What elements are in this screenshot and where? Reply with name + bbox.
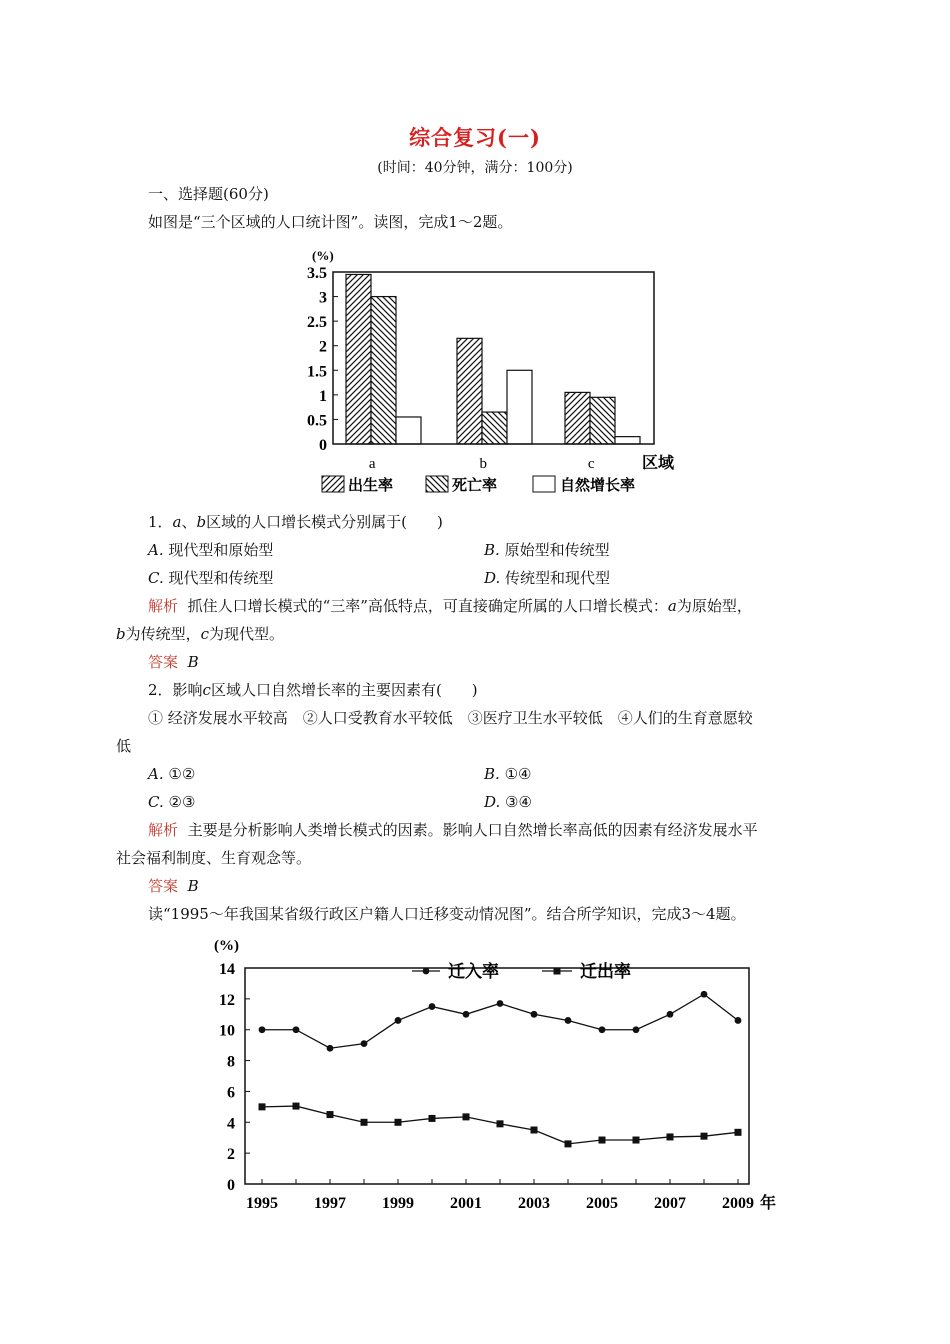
q2-analysis-line1: [148, 820, 758, 840]
q1-option-d[interactable]: [484, 568, 610, 588]
q2-analysis-label: 解析: [148, 821, 179, 839]
chart1-y-tick-label: 2: [319, 338, 327, 356]
chart2-y-tick-label: 2: [227, 1146, 235, 1164]
q2-items-line1: ① 经济发展水平较高 ②人口受教育水平较低 ③医疗卫生水平较低 ④人们的生育意愿较: [148, 709, 753, 727]
chart2-point-in-migration: [599, 1026, 606, 1033]
chart2-point-out-migration: [259, 1103, 266, 1110]
chart2-y-tick-label: 4: [227, 1115, 235, 1133]
page-title: 综合复习(一): [409, 125, 541, 150]
legend-label-out-migration: 迁出率: [580, 962, 631, 981]
q2-option-a-letter: A.: [148, 765, 164, 783]
chart1-bar-a-1: [371, 297, 396, 444]
chart2-point-out-migration: [701, 1133, 708, 1140]
q2-analysis-line2: 社会福利制度、生育观念等。: [116, 849, 312, 867]
chart2-point-in-migration: [701, 991, 708, 998]
chart2-point-out-migration: [531, 1127, 538, 1134]
q1-answer-label: 答案: [148, 653, 179, 671]
chart2-y-tick-label: 0: [227, 1177, 235, 1194]
legend-marker-out-migration: [554, 968, 561, 975]
chart2-x-tick-label: 1997: [314, 1195, 346, 1212]
chart1-bar-c-0: [565, 392, 590, 444]
chart2-point-out-migration: [735, 1129, 742, 1136]
q2-option-b-text: ①④: [504, 765, 532, 783]
chart2-point-out-migration: [565, 1140, 572, 1147]
q1-option-d-text: 传统型和现代型: [505, 569, 611, 587]
chart1-x-tick-label: a: [368, 456, 376, 472]
chart1-y-tick-label: 1: [319, 387, 327, 405]
chart1-bar-b-2: [507, 370, 532, 444]
population-bar-chart: [290, 240, 710, 500]
q1-stem-text: 区域的人口增长模式分别属于( ): [206, 513, 443, 531]
chart1-y-tick-label: 3: [319, 289, 327, 307]
chart1-y-tick-label: 0: [319, 437, 327, 454]
chart2-year-suffix: 年: [760, 1195, 777, 1212]
q2-stem-prefix: 2．影响: [148, 681, 203, 699]
chart2-point-in-migration: [361, 1040, 368, 1047]
q1-analysis-text-4: 为现代型。: [209, 625, 285, 643]
q1-answer-value: B: [187, 653, 199, 671]
migration-line-chart: [200, 930, 780, 1220]
section-heading: 一、选择题(60分): [148, 185, 269, 203]
q1-option-b-text: 原始型和传统型: [504, 541, 610, 559]
q1-region-a: a: [172, 513, 182, 531]
legend-label-birth-rate: 出生率: [348, 478, 394, 494]
chart1-y-tick-label: 2.5: [307, 314, 327, 332]
chart2-point-out-migration: [463, 1113, 470, 1120]
intro-questions-3-4: 读“1995～年我国某省级行政区户籍人口迁移变动情况图”。结合所学知识，完成3～4题。: [148, 905, 746, 923]
chart2-point-out-migration: [293, 1103, 300, 1110]
chart2-y-tick-label: 14: [219, 961, 235, 978]
chart1-bar-c-1: [590, 397, 615, 444]
chart2-x-tick-label: 2001: [450, 1195, 482, 1212]
q1-analysis-line1: [148, 596, 752, 616]
q2-region-c: c: [202, 681, 211, 699]
chart1-unit-label: (%): [312, 248, 334, 263]
q2-items-line2: 低: [116, 737, 132, 755]
chart2-point-in-migration: [259, 1026, 266, 1033]
q2-answer-value: B: [187, 877, 199, 895]
chart2-x-tick-label: 2003: [518, 1195, 550, 1212]
chart2-point-out-migration: [667, 1133, 674, 1140]
q1-option-d-letter: D.: [484, 569, 501, 587]
page-subtitle: (时间：40分钟，满分：100分): [377, 160, 573, 176]
chart2-y-tick-label: 8: [227, 1053, 235, 1071]
chart2-point-out-migration: [361, 1119, 368, 1126]
chart1-bar-b-0: [457, 338, 482, 444]
q1-option-b-letter: B.: [484, 541, 500, 559]
legend-label-in-migration: 迁入率: [448, 962, 499, 981]
question-1-stem: [148, 512, 443, 532]
q1-option-c[interactable]: [148, 568, 274, 588]
q1-analysis-text-3: 为传统型，: [125, 625, 201, 643]
chart2-point-in-migration: [395, 1017, 402, 1024]
chart2-point-in-migration: [463, 1011, 470, 1018]
legend-swatch-birth-rate: [322, 476, 344, 492]
chart2-point-in-migration: [429, 1003, 436, 1010]
chart2-point-in-migration: [327, 1045, 334, 1052]
q2-option-d[interactable]: [484, 792, 532, 812]
q2-option-d-text: ③④: [505, 793, 532, 811]
q1-analysis-region-b: b: [116, 625, 126, 643]
question-2-stem: [148, 680, 478, 700]
chart1-y-tick-label: 3.5: [307, 265, 327, 282]
q1-number: 1．: [148, 513, 173, 531]
chart2-point-in-migration: [735, 1017, 742, 1024]
q1-region-b: b: [196, 513, 207, 531]
chart1-bar-b-1: [482, 412, 507, 444]
chart2-point-in-migration: [293, 1026, 300, 1033]
q2-option-d-letter: D.: [484, 793, 501, 811]
q1-analysis-region-a: a: [667, 597, 677, 615]
q1-separator: 、: [181, 513, 197, 531]
q2-stem-text: 区域人口自然增长率的主要因素有( ): [210, 681, 478, 699]
chart2-point-out-migration: [395, 1119, 402, 1126]
chart2-point-out-migration: [429, 1115, 436, 1122]
chart1-bar-a-0: [346, 274, 371, 444]
q2-analysis-text-1: 主要是分析影响人类增长模式的因素。影响人口自然增长率高低的因素有经济发展水平: [187, 821, 758, 839]
chart2-unit-label: (%): [214, 938, 239, 954]
q1-option-a-letter: A.: [148, 541, 164, 559]
chart1-bar-c-2: [615, 437, 640, 444]
chart2-point-out-migration: [327, 1111, 334, 1118]
chart2-x-tick-label: 2009: [722, 1195, 754, 1212]
q1-option-a-text: 现代型和原始型: [168, 541, 274, 559]
chart2-point-out-migration: [633, 1137, 640, 1144]
chart2-point-in-migration: [633, 1026, 640, 1033]
legend-marker-in-migration: [423, 968, 430, 975]
q1-analysis-label: 解析: [148, 597, 179, 615]
q1-option-c-text: 现代型和传统型: [168, 569, 274, 587]
chart2-x-tick-label: 2007: [654, 1195, 686, 1212]
q2-option-b-letter: B.: [484, 765, 500, 783]
q2-option-b[interactable]: [484, 764, 531, 784]
chart1-x-tick-label: c: [587, 456, 595, 472]
chart1-y-tick-label: 0.5: [307, 412, 327, 430]
chart1-x-tick-label: b: [479, 456, 487, 472]
chart2-y-tick-label: 10: [219, 1022, 235, 1040]
q2-option-c-text: ②③: [168, 793, 196, 811]
legend-label-death-rate: 死亡率: [452, 478, 498, 494]
q2-answer-label: 答案: [148, 877, 179, 895]
legend-label-natural-growth: 自然增长率: [560, 478, 636, 494]
q2-answer: [148, 876, 199, 896]
chart2-plot-frame: [245, 968, 749, 1184]
chart2-point-out-migration: [497, 1120, 504, 1127]
chart2-point-in-migration: [531, 1011, 538, 1018]
q1-answer: [148, 652, 199, 672]
q2-option-a-text: ①②: [168, 765, 196, 783]
legend-swatch-natural-growth: [533, 476, 555, 492]
chart2-x-tick-label: 1999: [382, 1195, 414, 1212]
chart2-x-tick-label: 1995: [246, 1195, 278, 1212]
q1-option-b[interactable]: [484, 540, 610, 560]
q2-option-c[interactable]: [148, 792, 195, 812]
q1-option-c-letter: C.: [148, 569, 164, 587]
chart2-y-tick-label: 6: [227, 1084, 235, 1102]
q1-analysis-text-2: 为原始型，: [676, 597, 752, 615]
q1-analysis-text-1: 抓住人口增长模式的“三率”高低特点，可直接确定所属的人口增长模式：: [187, 597, 668, 615]
chart2-point-in-migration: [497, 1000, 504, 1007]
q1-option-a[interactable]: [148, 540, 273, 560]
chart2-point-in-migration: [667, 1011, 674, 1018]
chart1-y-tick-label: 1.5: [307, 363, 327, 381]
legend-swatch-death-rate: [426, 476, 448, 492]
chart1-bar-a-2: [396, 417, 421, 444]
q2-option-a[interactable]: [148, 764, 195, 784]
q2-option-c-letter: C.: [148, 793, 164, 811]
chart2-point-in-migration: [565, 1017, 572, 1024]
q1-analysis-region-c: c: [200, 625, 210, 643]
chart2-y-tick-label: 12: [219, 991, 235, 1009]
q1-analysis-line2: [116, 624, 284, 644]
chart2-point-out-migration: [599, 1137, 606, 1144]
intro-questions-1-2: 如图是“三个区域的人口统计图”。读图，完成1～2题。: [148, 213, 513, 231]
chart1-x-axis-label: 区域: [642, 455, 675, 472]
chart2-x-tick-label: 2005: [586, 1195, 618, 1212]
